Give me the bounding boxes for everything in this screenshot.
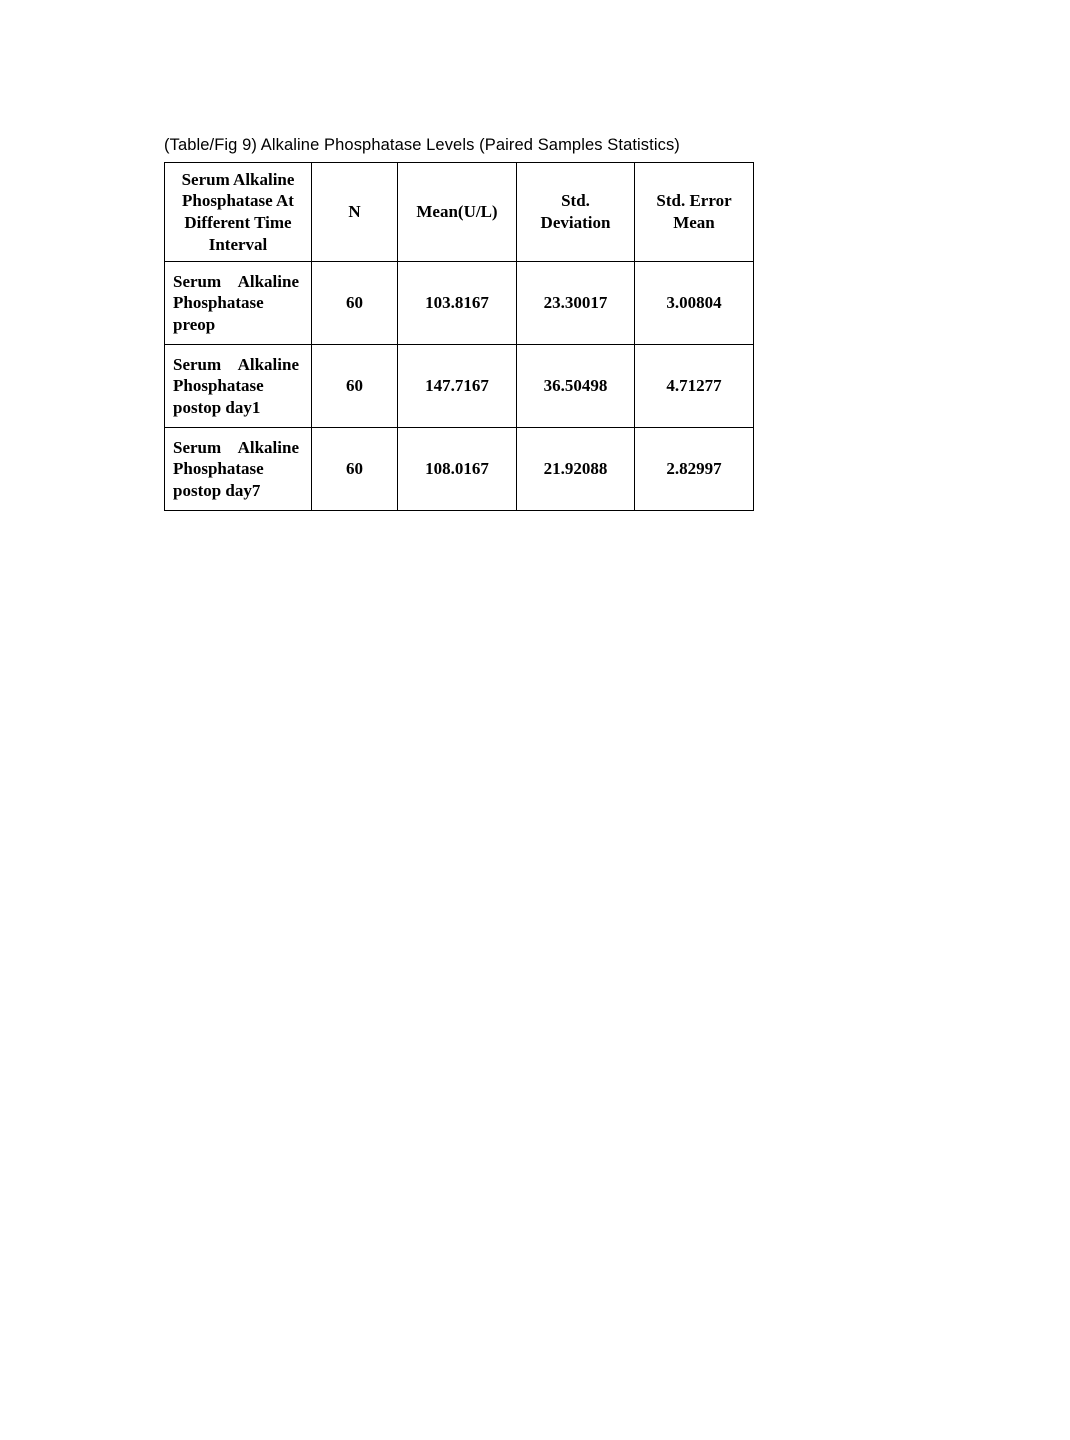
paired-samples-statistics-table [164,162,754,511]
row-label-postop-day1-line-2: Phosphatase [173,376,264,396]
row-label-postop-day1-word-2: Alkaline [237,355,299,375]
row-label-postop-day1-word-1: Serum [173,355,222,375]
row-label-postop-day7 [165,428,312,511]
column-header-n [312,163,398,262]
cell-n: 60 [312,428,398,511]
row-label-postop-day1 [165,345,312,428]
table-caption: (Table/Fig 9) Alkaline Phosphatase Levels (Paired Samples Statistics) [164,136,680,154]
column-header-interval-line-4: Interval [208,234,268,254]
cell-std-deviation: 23.30017 [517,262,635,345]
cell-mean: 103.8167 [398,262,517,345]
cell-std-error-mean: 3.00804 [635,262,754,345]
table-header [165,163,754,262]
column-header-std-error-mean-line-1: Std. Error [656,191,732,211]
column-header-interval-line-2: Phosphatase At [182,191,294,211]
cell-std-deviation: 36.50498 [517,345,635,428]
column-header-std-error-mean [635,163,754,262]
column-header-mean [398,163,517,262]
table-body [165,262,754,511]
table-row [165,428,754,511]
row-label-preop-line-3: preop [173,314,216,334]
row-label-postop-day7-line-2: Phosphatase [173,459,264,479]
row-label-postop-day7-word-1: Serum [173,438,222,458]
cell-mean: 108.0167 [398,428,517,511]
cell-n: 60 [312,262,398,345]
column-header-interval-line-1: Serum Alkaline [181,169,295,189]
column-header-interval-line-3: Different Time [184,213,292,232]
row-label-preop [165,262,312,345]
row-label-preop-word-2: Alkaline [237,272,299,292]
row-label-postop-day7-word-2: Alkaline [237,438,299,458]
cell-std-deviation: 21.92088 [517,428,635,511]
cell-mean: 147.7167 [398,345,517,428]
column-header-interval [165,163,312,262]
row-label-postop-day7-line-3: postop day7 [173,480,261,500]
column-header-std-deviation-line-1: Std. [561,191,590,211]
cell-std-error-mean: 2.82997 [635,428,754,511]
table-header-row [165,163,754,262]
column-header-std-deviation [517,163,635,262]
column-header-mean-line-1: Mean(U/L) [416,202,498,222]
cell-n: 60 [312,345,398,428]
column-header-std-deviation-line-2: Deviation [540,213,611,232]
row-label-preop-word-1: Serum [173,272,222,292]
table-row [165,345,754,428]
table-row [165,262,754,345]
column-header-std-error-mean-line-2: Mean [673,213,715,232]
column-header-n-line-1: N [348,202,361,222]
cell-std-error-mean: 4.71277 [635,345,754,428]
row-label-postop-day1-line-3: postop day1 [173,397,261,417]
row-label-preop-line-2: Phosphatase [173,293,264,313]
